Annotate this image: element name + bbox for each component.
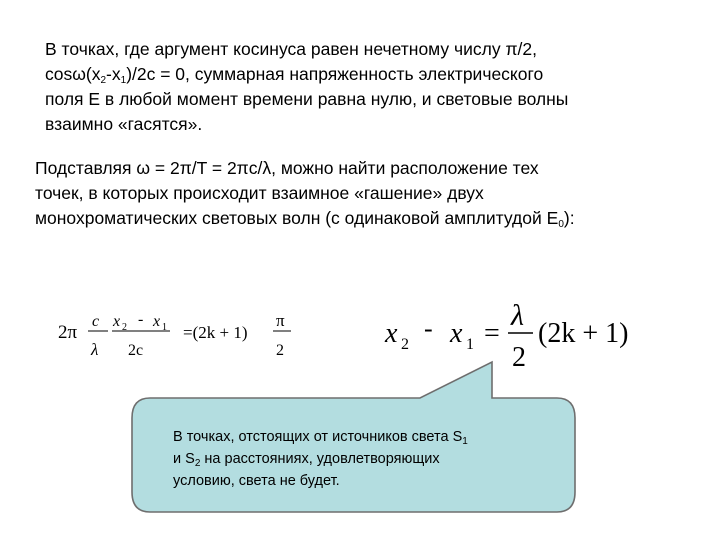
- f1-minus: -: [138, 311, 144, 328]
- f1-two-pi: 2π: [58, 322, 78, 343]
- p1-line2-sub-1: 1: [120, 75, 127, 86]
- f1-rhs: =(2k + 1): [183, 323, 248, 342]
- f2-lambda: λ: [511, 299, 524, 332]
- f2-x1-sub: 1: [466, 336, 474, 353]
- p1-line4: взаимно «гасятся».: [45, 114, 203, 134]
- f2-x2-sub: 2: [401, 336, 409, 353]
- f2-equals: =: [484, 318, 500, 349]
- p2-line1: Подставляя ω = 2π/T = 2πc/λ, можно найти расположение тех: [35, 158, 539, 178]
- callout-line1-part-a: В точках, отстоящих от источников света S: [173, 429, 463, 445]
- f1-c: c: [92, 313, 100, 330]
- f1-x2-sub: 2: [122, 322, 127, 333]
- p1-line3: поля E в любой момент времени равна нулю, и световые волны: [45, 89, 569, 109]
- callout-line1: [173, 429, 468, 445]
- p1-line1: В точках, где аргумент косинуса равен нечетному числу π/2,: [45, 39, 538, 59]
- f1-x2: x: [113, 313, 121, 330]
- p2-line3-part-a: монохроматических световых волн (с одинаковой амплитудой E: [35, 208, 559, 228]
- f1-x1: x: [153, 313, 161, 330]
- f1-x1-sub: 1: [162, 322, 167, 333]
- f2-minus: -: [424, 314, 433, 343]
- p1-line2-part-a: cosω(x: [45, 64, 101, 84]
- p1-line2-part-c: )/2c = 0, суммарная напряженность электрического: [126, 64, 544, 84]
- p1-line2-sub-2: 2: [100, 75, 107, 86]
- callout-text: [173, 426, 523, 492]
- callout-line2-part-b: на расстояниях, удовлетворяющих: [200, 451, 440, 467]
- callout-line2: [173, 451, 440, 467]
- p1-line2-part-b: -x: [106, 64, 121, 84]
- p2-line3-part-b: ):: [563, 208, 575, 228]
- p2-line2: точек, в которых происходит взаимное «гашение» двух: [35, 183, 484, 203]
- p2-line3-sub-0: 0: [558, 219, 564, 230]
- f2-x2: x: [385, 318, 398, 349]
- callout-line1-sub: 1: [462, 436, 468, 447]
- f1-two: 2: [276, 342, 284, 359]
- f2-two: 2: [512, 342, 526, 372]
- f1-lambda: λ: [91, 340, 99, 359]
- f1-two-c: 2c: [128, 342, 144, 359]
- callout-line2-sub: 2: [194, 458, 201, 469]
- f1-pi: π: [276, 311, 285, 330]
- f2-rhs: (2k + 1): [538, 318, 629, 349]
- callout-line2-part-a: и S: [173, 451, 195, 467]
- f2-x1: x: [450, 318, 463, 349]
- callout-line3: условию, света не будет.: [173, 473, 340, 489]
